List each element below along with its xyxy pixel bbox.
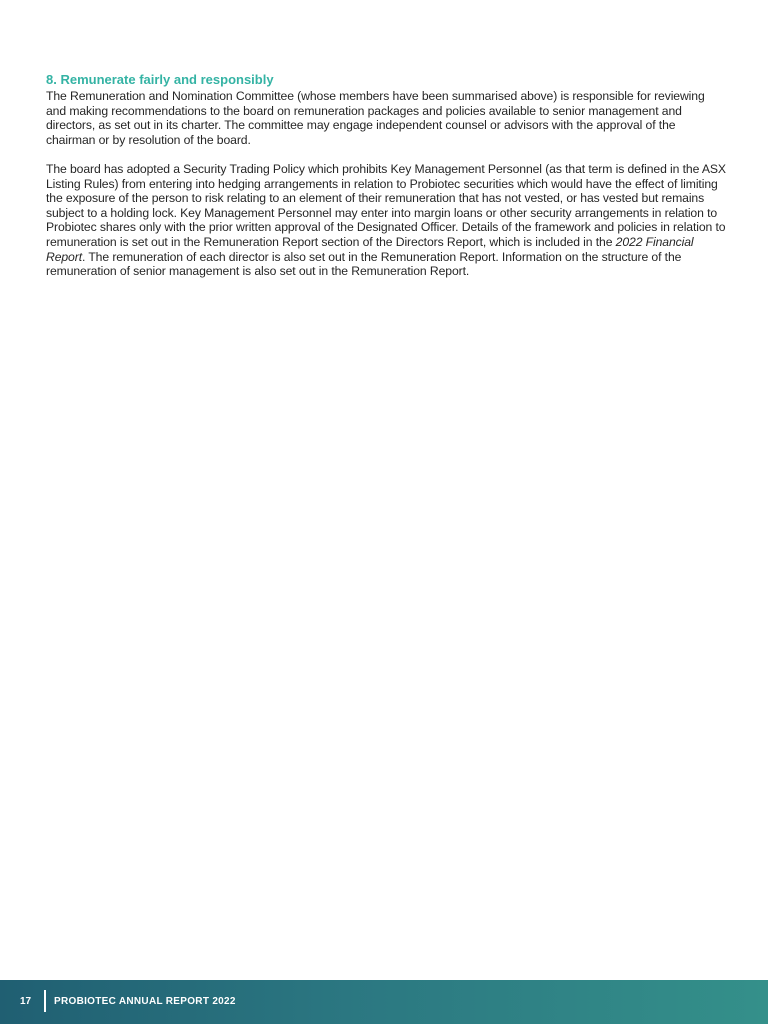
main-content xyxy=(46,71,726,279)
page-number: 17 xyxy=(20,996,32,1007)
paragraph-text-part-2: . The remuneration of each director is also set out in the Remuneration Report. Information on the structure of the remuneration of senior management is also set out in the Remuneration Report. xyxy=(46,249,682,279)
footer-divider xyxy=(44,990,46,1012)
section-heading: 8. Remunerate fairly and responsibly xyxy=(46,72,274,87)
footer-title: PROBIOTEC ANNUAL REPORT 2022 xyxy=(54,996,236,1007)
financial-report-title: 2022 Financial Report xyxy=(46,234,694,264)
paragraph-text-part-1: The board has adopted a Security Trading Policy which prohibits Key Management Personnel (as that term is defined in the ASX Listing Rules) from entering into hedging arrangements in relation to Probiotec securities which would have the effect of limiting the exposure of the person to risk relating to an element of their remuneration that has not vested, or has vested but remains subject to a holding lock. Key Management Personnel may enter into margin loans or other security arrangements in relation to Probiotec shares only with the prior written approval of the Designated Officer. Details of the framework and policies in relation to remuneration is set out in the Remuneration Report section of the Directors Report, which is included in the xyxy=(46,161,726,249)
paragraph-security-trading-policy xyxy=(46,162,726,279)
paragraph-remuneration-committee: The Remuneration and Nomination Committee (whose members have been summarised above) is responsible for reviewing and making recommendations to the board on remuneration packages and policies available to senior management and directors, as set out in its charter. The committee may engage independent counsel or advisors with the approval of the chairman or by resolution of the board. xyxy=(46,89,705,147)
page-footer xyxy=(0,980,768,1024)
